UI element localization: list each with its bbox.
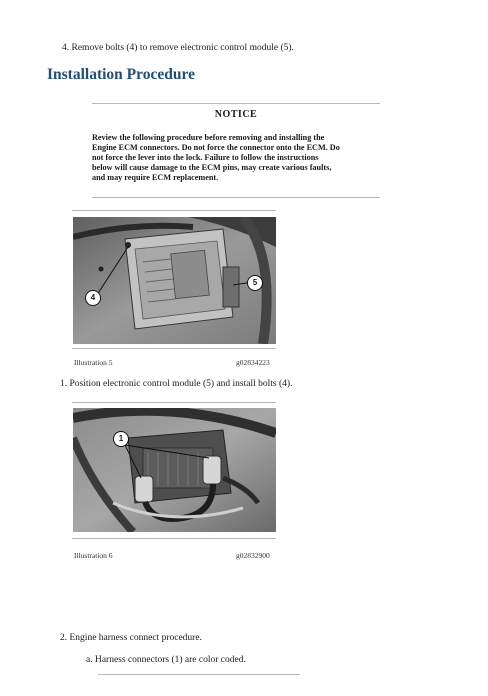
illustration-6-code: g02832900 [236, 551, 270, 560]
bottom-rule [98, 674, 300, 675]
step-text: Engine harness connect procedure. [69, 633, 202, 643]
notice-line: Review the following procedure before removing and installing the [92, 133, 325, 142]
ecm-module-shape [125, 229, 239, 329]
illustration-5-caption: Illustration 5 [74, 358, 113, 367]
callout-5: 5 [247, 275, 263, 291]
notice-bottom-rule [92, 197, 380, 198]
notice-line: not force the lever into the lock. Failure to follow the instructions [92, 153, 319, 162]
step-number: 1. [60, 379, 68, 389]
notice-line: below will cause damage to the ECM pins, may create various faults, [92, 163, 332, 172]
notice-line: and may require ECM replacement. [92, 173, 219, 182]
illustration-6-caption: Illustration 6 [74, 551, 113, 560]
step-2 [60, 633, 202, 643]
illustration-5-code: g02834223 [236, 358, 270, 367]
illustration-5-bottom-rule [72, 348, 276, 349]
callout-1: 1 [113, 431, 129, 447]
illustration-6-bottom-rule [72, 538, 276, 539]
section-heading: Installation Procedure [47, 66, 195, 83]
step-number: 4. [62, 43, 70, 53]
notice-line: Engine ECM connectors. Do not force the connector onto the ECM. Do [92, 143, 340, 152]
step-text: Remove bolts (4) to remove electronic control module (5). [71, 43, 294, 53]
step-text: Position electronic control module (5) and install bolts (4). [69, 379, 293, 389]
notice-top-rule [92, 103, 380, 104]
harness-photo-drawing [73, 408, 276, 532]
notice-title: NOTICE [214, 109, 258, 120]
substep-letter: a. [86, 655, 93, 665]
ecm-module-photo [73, 217, 276, 344]
ecm-photo-drawing [73, 217, 276, 344]
harness-connectors-photo [73, 408, 276, 532]
substep-text: Harness connectors (1) are color coded. [94, 655, 246, 665]
callout-4: 4 [85, 290, 101, 306]
illustration-6-top-rule [72, 402, 276, 403]
substep-a [86, 655, 246, 665]
illustration-5-top-rule [72, 210, 276, 211]
step-4 [62, 43, 294, 53]
step-number: 2. [60, 633, 68, 643]
notice-body [92, 133, 384, 183]
step-1 [60, 379, 292, 389]
